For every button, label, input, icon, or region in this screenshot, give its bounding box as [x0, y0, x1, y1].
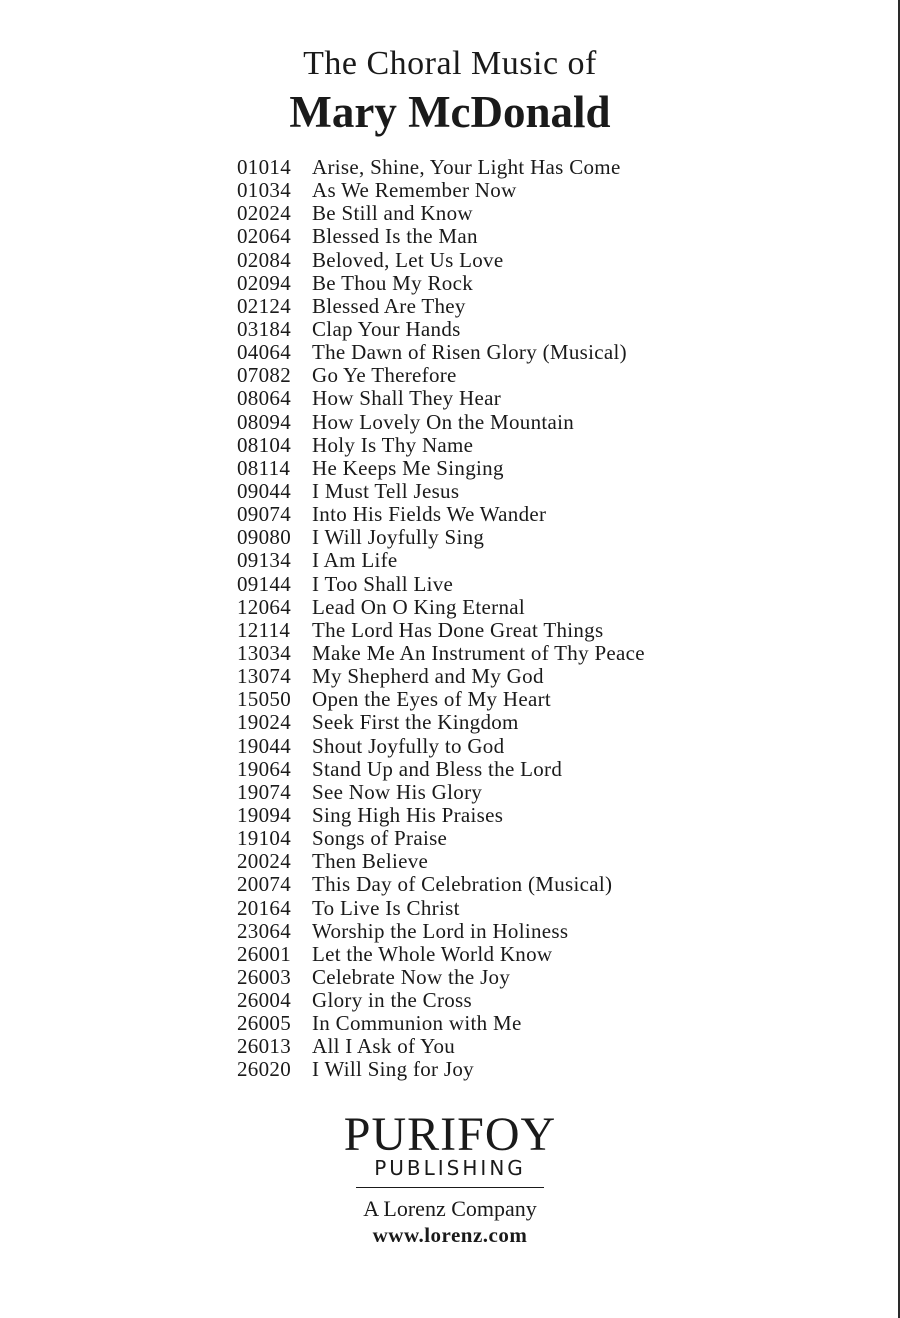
catalog-item	[237, 850, 645, 873]
catalog-number: 13074	[237, 664, 291, 689]
catalog-title: Shout Joyfully to God	[312, 733, 505, 758]
catalog-title: Blessed Is the Man	[312, 224, 478, 249]
catalog-item	[237, 966, 645, 989]
catalog-title: Songs of Praise	[312, 826, 448, 851]
catalog-title: The Dawn of Risen Glory (Musical)	[312, 340, 627, 365]
catalog-number: 26013	[237, 1034, 291, 1059]
catalog-title: In Communion with Me	[312, 1011, 522, 1036]
catalog-title: All I Ask of You	[312, 1034, 456, 1059]
catalog-title: I Too Shall Live	[312, 571, 454, 596]
catalog-title: How Lovely On the Mountain	[312, 409, 575, 434]
catalog-item	[237, 480, 645, 503]
catalog-title: I Will Sing for Joy	[312, 1057, 474, 1082]
catalog-title: He Keeps Me Singing	[312, 455, 504, 480]
catalog-title: How Shall They Hear	[312, 386, 502, 411]
catalog-number: 07082	[237, 363, 291, 388]
catalog-item	[237, 873, 645, 896]
catalog-item	[237, 619, 645, 642]
catalog-item	[237, 573, 645, 596]
catalog-title: Be Thou My Rock	[312, 270, 474, 295]
catalog-title: Holy Is Thy Name	[312, 432, 474, 457]
catalog-item	[237, 411, 645, 434]
catalog-title: This Day of Celebration (Musical)	[312, 872, 613, 897]
catalog-item	[237, 318, 645, 341]
publisher-company: A Lorenz Company	[363, 1196, 537, 1221]
catalog-number: 08094	[237, 409, 291, 434]
catalog-title: Go Ye Therefore	[312, 363, 457, 388]
catalog-title: Into His Fields We Wander	[312, 502, 547, 527]
catalog-number: 09080	[237, 525, 291, 550]
catalog-number: 09134	[237, 548, 291, 573]
catalog-item	[237, 781, 645, 804]
catalog-number: 02124	[237, 293, 291, 318]
catalog-item	[237, 1035, 645, 1058]
catalog-title: The Lord Has Done Great Things	[312, 617, 604, 642]
catalog-number: 08114	[237, 455, 291, 480]
catalog-number: 19044	[237, 733, 291, 758]
catalog-item	[237, 688, 645, 711]
catalog-number: 02024	[237, 201, 291, 226]
catalog-number: 01014	[237, 155, 291, 179]
catalog-title: Beloved, Let Us Love	[312, 247, 504, 272]
catalog-title: See Now His Glory	[312, 779, 483, 804]
catalog-number: 26005	[237, 1011, 291, 1036]
catalog-number: 08064	[237, 386, 291, 411]
catalog-title: Open the Eyes of My Heart	[312, 687, 552, 712]
catalog-title: Worship the Lord in Holiness	[312, 918, 569, 943]
catalog-number: 13034	[237, 640, 291, 665]
publisher-url: www.lorenz.com	[372, 1223, 528, 1247]
catalog-number: 20024	[237, 849, 291, 874]
catalog-title: I Am Life	[312, 548, 398, 573]
catalog-number: 09044	[237, 478, 291, 503]
catalog-item	[237, 665, 645, 688]
catalog-item	[237, 434, 645, 457]
catalog-number: 04064	[237, 340, 291, 365]
publisher-divider	[356, 1187, 544, 1188]
catalog-number: 15050	[237, 687, 291, 712]
catalog-item	[237, 202, 645, 225]
catalog-item	[237, 1012, 645, 1035]
catalog-item	[237, 364, 645, 387]
catalog-title: Celebrate Now the Joy	[312, 964, 511, 989]
catalog-item	[237, 526, 645, 549]
catalog-item	[237, 503, 645, 526]
catalog-number: 03184	[237, 316, 291, 341]
catalog-number: 26001	[237, 941, 291, 966]
catalog-number: 26004	[237, 988, 291, 1013]
catalog-item	[237, 711, 645, 734]
catalog-item	[237, 387, 645, 410]
catalog-number: 02064	[237, 224, 291, 249]
catalog-item	[237, 457, 645, 480]
catalog-number: 02084	[237, 247, 291, 272]
catalog-number: 12114	[237, 617, 291, 642]
catalog-item	[237, 272, 645, 295]
catalog-item	[237, 549, 645, 572]
catalog-item	[237, 341, 645, 364]
page-header	[0, 42, 900, 140]
catalog-item	[237, 642, 645, 665]
catalog-title: Let the Whole World Know	[312, 941, 553, 966]
catalog-title: I Must Tell Jesus	[312, 478, 460, 503]
page-subtitle: The Choral Music of	[303, 45, 597, 82]
catalog-item	[237, 295, 645, 318]
catalog-number: 12064	[237, 594, 291, 619]
catalog-title: My Shepherd and My God	[312, 664, 544, 689]
publisher-logo-subtitle: PUBLISHING	[374, 1156, 526, 1180]
catalog-number: 09074	[237, 502, 291, 527]
catalog-number: 19074	[237, 779, 291, 804]
catalog-item	[237, 804, 645, 827]
catalog-title: To Live Is Christ	[312, 895, 460, 920]
publisher-logo-name: PURIFOY	[343, 1108, 557, 1161]
catalog-number: 20074	[237, 872, 291, 897]
composer-name: Mary McDonald	[289, 87, 611, 137]
catalog-title: Be Still and Know	[312, 201, 473, 226]
catalog-number: 20164	[237, 895, 291, 920]
catalog-number: 08104	[237, 432, 291, 457]
catalog-title: Lead On O King Eternal	[312, 594, 526, 619]
catalog-title: Then Believe	[312, 849, 429, 874]
catalog-item	[237, 179, 645, 202]
catalog-title: Stand Up and Bless the Lord	[312, 756, 563, 781]
catalog-number: 02094	[237, 270, 291, 295]
catalog-number: 19064	[237, 756, 291, 781]
catalog-title: Sing High His Praises	[312, 802, 504, 827]
catalog-title: Clap Your Hands	[312, 316, 461, 341]
catalog-item	[237, 596, 645, 619]
catalog-number: 19094	[237, 802, 291, 827]
catalog-number: 01034	[237, 178, 291, 203]
catalog-number: 19104	[237, 826, 291, 851]
catalog-item	[237, 758, 645, 781]
catalog-item	[237, 827, 645, 850]
catalog-title: Glory in the Cross	[312, 988, 472, 1013]
publisher-block	[0, 1110, 900, 1248]
catalog-item	[237, 920, 645, 943]
catalog-title: Arise, Shine, Your Light Has Come	[312, 155, 621, 179]
catalog-number: 23064	[237, 918, 291, 943]
catalog-title: As We Remember Now	[312, 178, 517, 203]
catalog-number: 19024	[237, 710, 291, 735]
catalog-item	[237, 225, 645, 248]
catalog-item	[237, 1058, 645, 1081]
catalog-item	[237, 249, 645, 272]
catalog-number: 26003	[237, 964, 291, 989]
catalog-title: Make Me An Instrument of Thy Peace	[312, 640, 645, 665]
catalog-title: I Will Joyfully Sing	[312, 525, 485, 550]
catalog-item	[237, 897, 645, 920]
catalog-number: 26020	[237, 1057, 291, 1082]
catalog-item	[237, 735, 645, 758]
catalog-title: Blessed Are They	[312, 293, 466, 318]
catalog-list	[237, 156, 645, 1082]
catalog-item	[237, 156, 645, 179]
catalog-number: 09144	[237, 571, 291, 596]
catalog-title: Seek First the Kingdom	[312, 710, 519, 735]
catalog-item	[237, 943, 645, 966]
catalog-item	[237, 989, 645, 1012]
